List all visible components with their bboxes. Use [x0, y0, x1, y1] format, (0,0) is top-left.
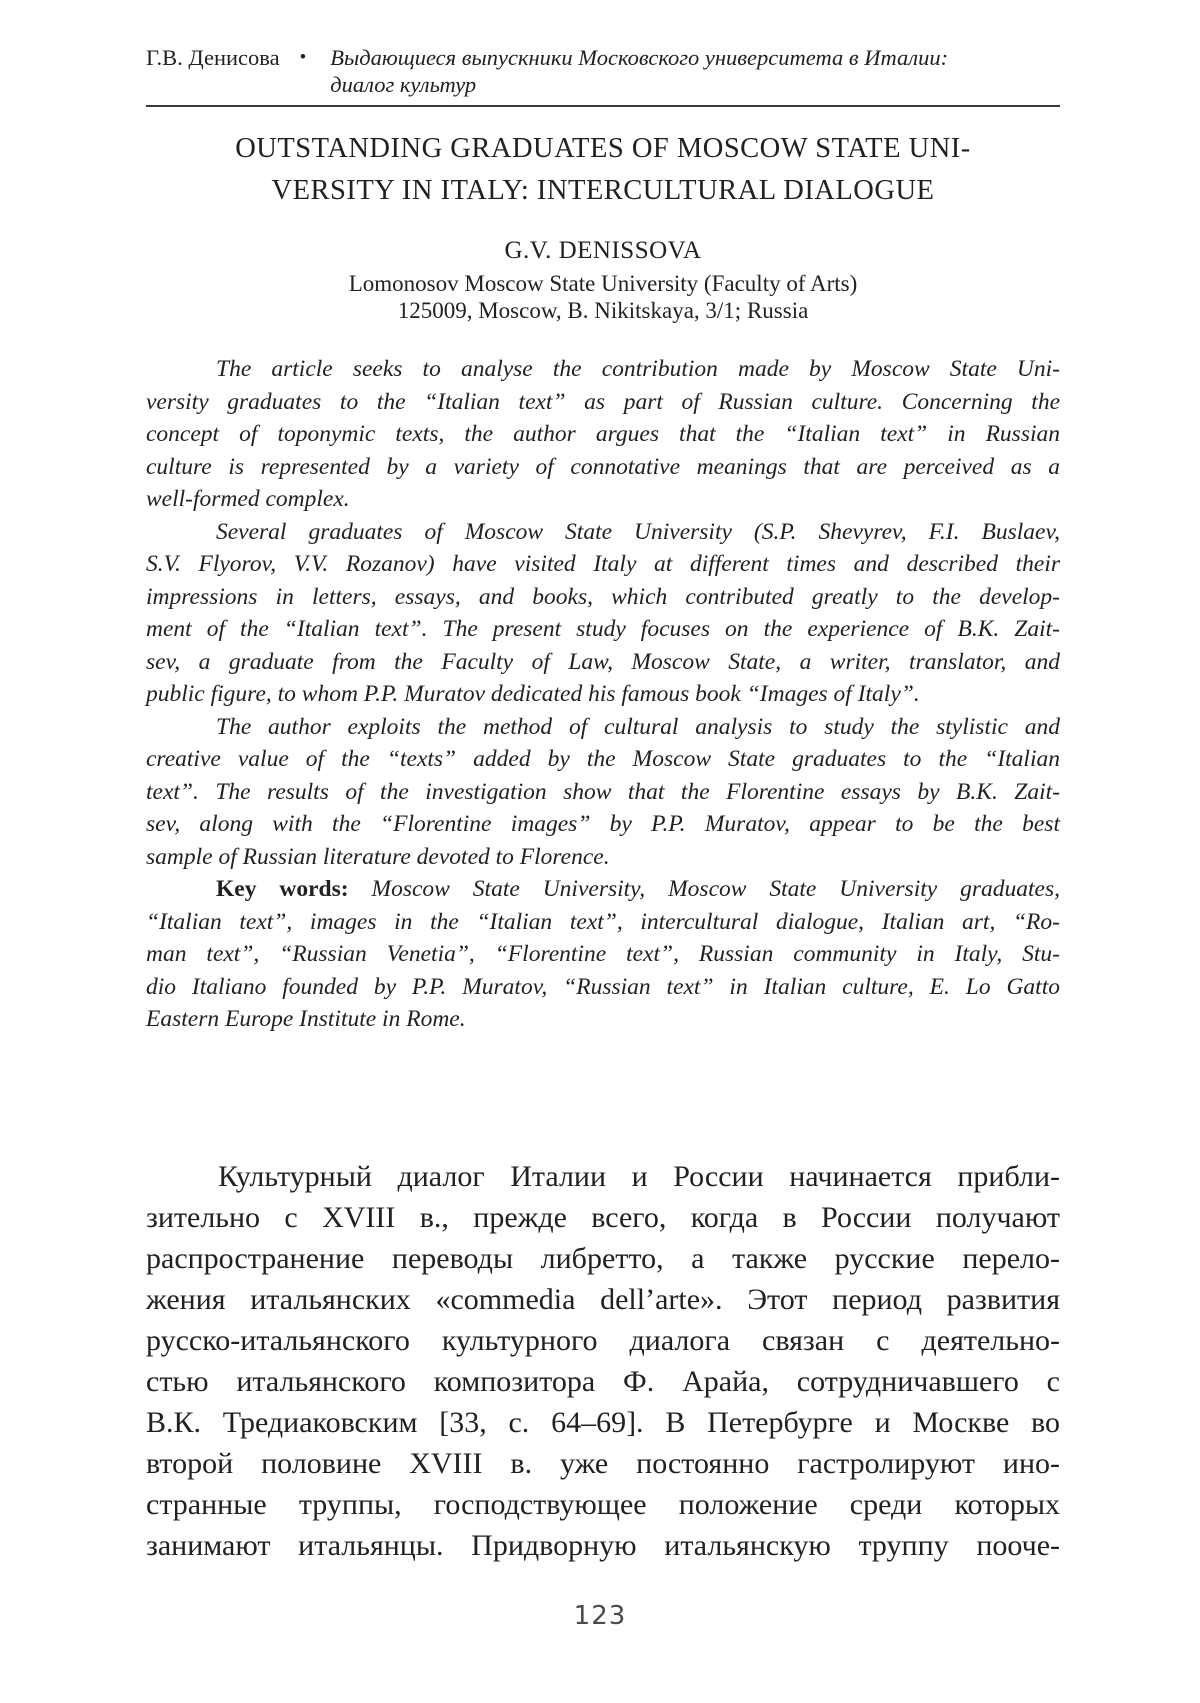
text-line: Eastern Europe Institute in Rome.: [146, 1006, 466, 1032]
running-header-title: [330, 44, 948, 98]
bullet-separator: •: [299, 47, 307, 68]
text-line: русско-итальянского культурного диалога связан с деятельно-: [146, 1323, 1060, 1357]
text-line: creative value of the “texts” added by the Moscow State graduates to the “Italian: [146, 746, 1060, 772]
running-header-title-line2: диалог культур: [330, 72, 477, 97]
text-line: Several graduates of Moscow State University (S.P. Shevyrev, F.I. Buslaev,: [216, 518, 1060, 545]
affiliation-line2: 125009, Moscow, B. Nikitskaya, 3/1; Russia: [397, 298, 809, 323]
text-line: dio Italiano founded by P.P. Muratov, “Russian text” in Italian culture, E. Lo Gatto: [146, 973, 1060, 1000]
paragraph: [146, 1156, 1060, 1566]
running-header-title-line1: Выдающиеся выпускники Московского университета в Италии:: [330, 45, 949, 70]
text-line: ment of the “Italian text”. The present study focuses on the experience of B.K. Zait-: [146, 616, 1060, 642]
text-line: Культурный диалог Италии и России начинается прибли-: [218, 1159, 1060, 1193]
paragraph: [146, 873, 1060, 1036]
text-line: man text”, “Russian Venetia”, “Florentine text”, Russian community in Italy, Stu-: [146, 941, 1060, 967]
text-line: “Italian text”, images in the “Italian text”, intercultural dialogue, Italian art, “Ro-: [146, 908, 1060, 935]
text-line: text”. The results of the investigation show that the Florentine essays by B.K. Zait-: [146, 778, 1060, 805]
text-line: странные труппы, господствующее положение среди которых: [146, 1487, 1060, 1521]
page-number: 123: [573, 1601, 627, 1631]
text-line: culture is represented by a variety of connotative meanings that are perceived as a: [146, 453, 1060, 480]
text-line: sev, a graduate from the Faculty of Law, Moscow State, a writer, translator, and: [146, 648, 1060, 675]
text-line: второй половине XVIII в. уже постоянно гастролируют ино-: [146, 1446, 1060, 1480]
text-line: жения итальянских «commedia dell’arte». Этот период развития: [146, 1282, 1060, 1316]
affiliation: [146, 270, 1060, 324]
article-title: [146, 128, 1060, 212]
text-line: concept of toponymic texts, the author argues that the “Italian text” in Russian: [146, 421, 1060, 447]
text-line: The author exploits the method of cultural analysis to study the stylistic and: [216, 713, 1060, 740]
text-line: impressions in letters, essays, and books, which contributed greatly to the develop-: [146, 583, 1060, 610]
text-line: В.К. Тредиаковским [33, с. 64–69]. В Петербурге и Москве во: [146, 1405, 1060, 1439]
abstract-section: [146, 353, 1060, 1036]
text-line: versity graduates to the “Italian text” as part of Russian culture. Concerning the: [146, 388, 1060, 415]
text-line: S.V. Flyorov, V.V. Rozanov) have visited Italy at different times and described their: [146, 551, 1060, 577]
text-line: sample of Russian literature devoted to Florence.: [146, 843, 610, 870]
page-content: [146, 0, 1060, 1566]
text-line: Key words: Moscow State University, Moscow State University graduates,: [216, 876, 1060, 902]
text-line: занимают итальянцы. Придворную итальянскую труппу пооче-: [146, 1528, 1060, 1562]
paragraph: [146, 353, 1060, 516]
article-title-line2: VERSITY IN ITALY: INTERCULTURAL DIALOGUE: [271, 175, 935, 206]
author-name: G.V. DENISSOVA: [504, 237, 702, 264]
text-line: зительно с XVIII в., прежде всего, когда в России получают: [146, 1200, 1060, 1234]
running-header-author: Г.В. Денисова: [146, 45, 280, 70]
article-title-line1: OUTSTANDING GRADUATES OF MOSCOW STATE UNI-: [235, 133, 971, 164]
text-line: распространение переводы либретто, а также русские перело-: [146, 1241, 1060, 1275]
text-line: sev, along with the “Florentine images” by P.P. Muratov, appear to be the best: [146, 811, 1060, 837]
affiliation-line1: Lomonosov Moscow State University (Faculty of Arts): [348, 271, 858, 296]
header-rule: [146, 105, 1060, 107]
text-line: The article seeks to analyse the contribution made by Moscow State Uni-: [216, 356, 1060, 382]
running-header: [146, 44, 1060, 98]
paragraph: [146, 711, 1060, 874]
text-line: public figure, to whom P.P. Muratov dedicated his famous book “Images of Italy”.: [146, 681, 920, 707]
body-text-section: [146, 1156, 1060, 1566]
text-line: well-formed complex.: [146, 486, 350, 512]
text-line: стью итальянского композитора Ф. Арайа, сотрудничавшего с: [146, 1364, 1060, 1398]
keywords-label: Key words:: [216, 876, 349, 902]
paragraph: [146, 516, 1060, 711]
